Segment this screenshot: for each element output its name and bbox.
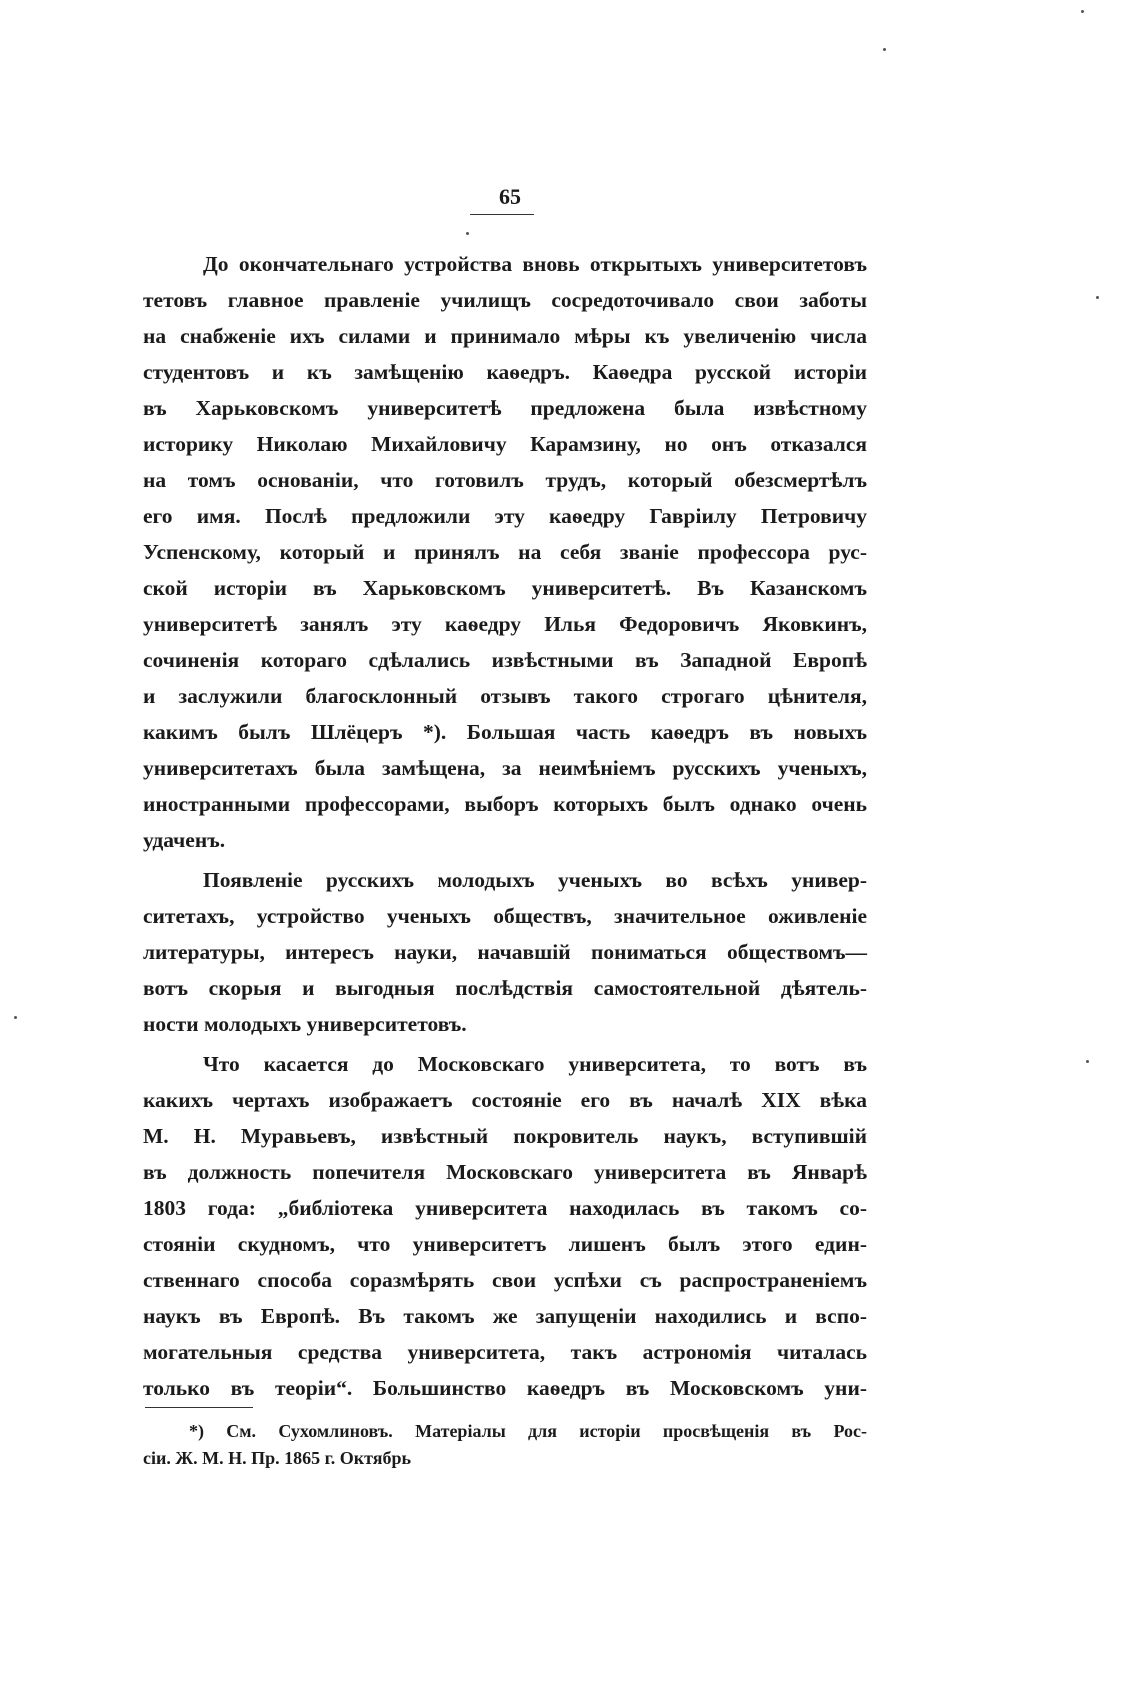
text-line: какимъ былъ Шлёцеръ *). Большая часть каѳедръ въ новыхъ [143,720,867,744]
text-line: и заслужили благосклонный отзывъ такого строгаго цѣнителя, [143,684,867,708]
text-line: наукъ въ Европѣ. Въ такомъ же запущеніи находились и вспо- [143,1304,867,1328]
text-line: могательныя средства университета, такъ астрономія читалась [143,1340,867,1364]
text-line: тетовъ главное правленіе училищъ сосредоточивало свои заботы [143,288,867,312]
scan-speck [1086,1060,1089,1063]
text-line: 1803 года: „библіотека университета находилась въ такомъ со- [143,1196,867,1220]
paragraph-1 [143,246,867,858]
scan-speck [883,48,886,51]
text-line: его имя. Послѣ предложили эту каѳедру Гавріилу Петровичу [143,504,867,528]
text-line: Успенскому, который и принялъ на себя званіе профессора рус- [143,540,867,564]
text-line: ности молодыхъ университетовъ. [143,1012,467,1036]
text-line: студентовъ и къ замѣщенію каѳедръ. Каѳедра русской исторіи [143,360,867,384]
footnote-rule [145,1407,253,1408]
paragraph-3 [143,1046,867,1406]
text-line: удаченъ. [143,828,226,852]
text-line: Что касается до Московскаго университета, то вотъ въ [203,1052,867,1076]
text-line: на снабженіе ихъ силами и принимало мѣры къ увеличенію числа [143,324,867,348]
text-line: литературы, интересъ науки, начавшій пониматься обществомъ— [143,940,867,964]
text-line: стояніи скудномъ, что университетъ лишенъ былъ этого един- [143,1232,867,1256]
text-line: ской исторіи въ Харьковскомъ университетѣ. Въ Казанскомъ [143,576,867,600]
scan-speck [1096,296,1099,299]
scan-speck [1081,10,1084,13]
text-line: въ Харьковскомъ университетѣ предложена была извѣстному [143,396,867,420]
footnote [143,1418,867,1472]
text-line: Появленіе русскихъ молодыхъ ученыхъ во всѣхъ универ- [203,868,867,892]
text-line: историку Николаю Михайловичу Карамзину, но онъ отказался [143,432,867,456]
text-line: университетѣ занялъ эту каѳедру Илья Федоровичъ Яковкинъ, [143,612,867,636]
text-line: ситетахъ, устройство ученыхъ обществъ, значительное оживленіе [143,904,867,928]
scan-speck [466,232,469,235]
footnote-line: *) См. Сухомлиновъ. Матеріалы для исторіи просвѣщенія въ Рос- [189,1421,867,1441]
text-line: университетахъ была замѣщена, за неимѣніемъ русскихъ ученыхъ, [143,756,867,780]
paragraph-2 [143,862,867,1042]
footnote-line: сіи. Ж. М. Н. Пр. 1865 г. Октябрь [143,1448,412,1468]
text-line: До окончательнаго устройства вновь открытыхъ университетовъ [203,252,867,276]
text-line: только въ теоріи“. Большинство каѳедръ въ Московскомъ уни- [143,1376,867,1400]
body-text [143,246,867,1406]
text-line: сочиненія котораго сдѣлались извѣстными въ Западной Европѣ [143,648,867,672]
text-line: М. Н. Муравьевъ, извѣстный покровитель наукъ, вступившій [143,1124,867,1148]
text-line: иностранными профессорами, выборъ которыхъ былъ однако очень [143,792,867,816]
text-line: ственнаго способа соразмѣрять свои успѣхи съ распространеніемъ [143,1268,867,1292]
page-number-rule [470,214,534,215]
scan-speck [14,1016,17,1019]
page-number: 65 [499,184,521,209]
text-line: вотъ скорыя и выгодныя послѣдствія самостоятельной дѣятель- [143,976,867,1000]
text-line: въ должность попечителя Московскаго университета въ Январѣ [143,1160,867,1184]
text-line: на томъ основаніи, что готовилъ трудъ, который обезсмертѣлъ [143,468,867,492]
text-line: какихъ чертахъ изображаетъ состояніе его въ началѣ XIX вѣка [143,1088,867,1112]
